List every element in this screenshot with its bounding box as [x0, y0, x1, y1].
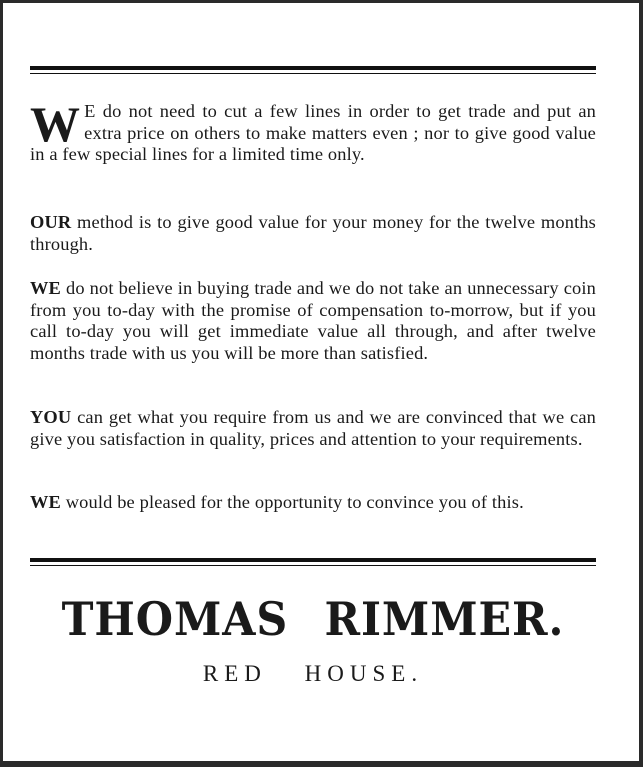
paragraph-2 [30, 212, 596, 255]
rule-thin-line [30, 73, 596, 74]
rule-thin-line [30, 565, 596, 566]
paragraph-3-lead-word: WE [30, 278, 61, 298]
paragraph-2-text: method is to give good value for your money for the twelve months through. [30, 212, 596, 254]
paragraph-4-lead-word: YOU [30, 407, 72, 427]
scan-border-left [0, 0, 3, 767]
paragraph-2-lead-word: OUR [30, 212, 72, 232]
top-double-rule [30, 66, 596, 74]
paragraph-3-text: do not believe in buying trade and we do not take an unnecessary coin from you to-day with the promise of compensation to-morrow, but if you call to-day you will get immediate value all through, and after twelve months trade with us you will be more than satisfied. [30, 278, 596, 363]
paragraph-3 [30, 278, 596, 364]
paragraph-5-lead-word: WE [30, 492, 61, 512]
paragraph-1-text: E do not need to cut a few lines in order to get trade and put an extra price on others to make matters even ; nor to give good value in a few special lines for a limited time only. [30, 101, 596, 164]
middle-double-rule [30, 558, 596, 566]
paragraph-5 [30, 492, 596, 514]
paragraph-4 [30, 407, 596, 450]
drop-cap-letter: W [30, 96, 81, 152]
scan-border-bottom [0, 761, 643, 767]
rule-thick-line [30, 558, 596, 562]
paragraph-1 [30, 96, 596, 166]
paragraph-4-text: can get what you require from us and we are convinced that we can give you satisfaction in quality, prices and attention to your requirements. [30, 407, 596, 449]
merchant-address: RED HOUSE. [202, 661, 424, 686]
rule-thick-line [30, 66, 596, 70]
paragraph-5-text: would be pleased for the opportunity to convince you of this. [60, 492, 524, 512]
merchant-name: THOMAS RIMMER. [61, 592, 565, 646]
scan-border-right [639, 0, 643, 767]
scan-border-top [0, 0, 643, 3]
